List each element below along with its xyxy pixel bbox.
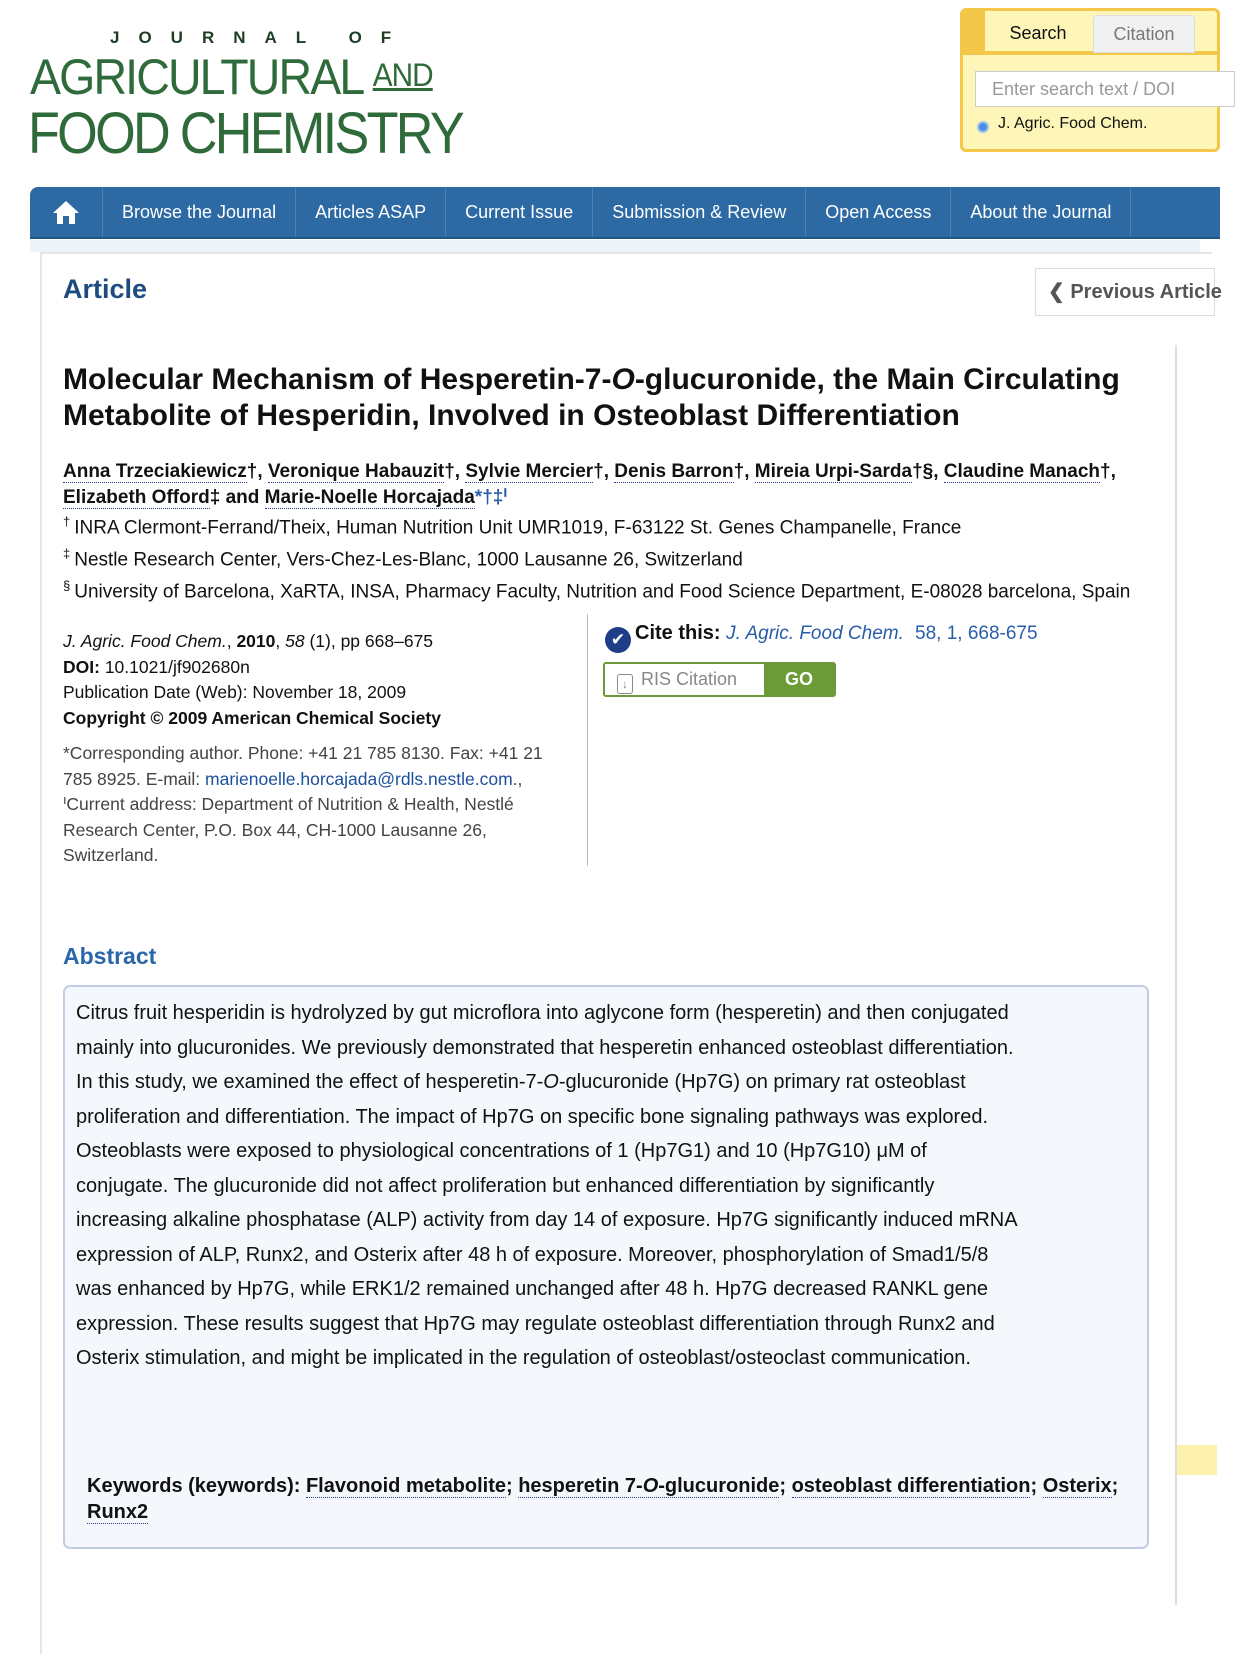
abstract-text: Citrus fruit hesperidin is hydrolyzed by gut microflora into aglycone form (hesperetin) and then conjugated mainly into glucuronides. We previously demonstrated that hesperetin enhanced osteoblast differentiation. In this study, we examined the effect of hesperetin-7-O-glucuronide (Hp7G) on primary rat osteoblast proliferation and differentiation. The impact of Hp7G on specific bone signaling pathways was explored. Osteoblasts were exposed to physiological concentrations of 1 (Hp7G1) and 10 (Hp7G10) μM of conjugate. The glucuronide did not affect proliferation but enhanced differentiation by significantly increasing alkaline phosphatase (ALP) activity from day 14 of exposure. Hp7G significantly induced mRNA expression of ALP, Runx2, and Osterix after 48 h of exposure. Moreover, phosphorylation of Smad1/5/8 was enhanced by Hp7G, while ERK1/2 remained unchanged after 48 h. Hp7G decreased RANKL gene expression. These results suggest that Hp7G may regulate osteoblast differentiation through Runx2 and Osterix stimulation, and might be implicated in the regulation of osteoblast/osteoclast communication. [76, 1002, 1017, 1369]
citation-download [603, 662, 836, 697]
journal-radio[interactable] [977, 121, 989, 133]
email-link[interactable]: marienoelle.horcajada@rdls.nestle.com. [205, 768, 518, 789]
affiliation: † INRA Clermont-Ferrand/Theix, Human Nutrition Unit UMR1019, F-63122 St. Genes Champanelle, France [63, 514, 962, 539]
author-link[interactable]: Denis Barron [614, 461, 734, 482]
abstract-box [63, 985, 1149, 1549]
logo-line2: FOOD CHEMISTRY [28, 101, 462, 166]
download-icon: ↓ [617, 674, 633, 694]
keyword-link[interactable]: osteoblast differentiation [791, 1475, 1031, 1497]
tab-citation[interactable]: Citation [1093, 15, 1195, 53]
nav-about-journal[interactable]: About the Journal [951, 187, 1131, 237]
author-link[interactable]: Mireia Urpi-Sarda [754, 461, 913, 482]
affiliations [63, 509, 1143, 604]
journal-radio-label: J. Agric. Food Chem. [998, 115, 1148, 132]
go-button[interactable]: GO [764, 664, 834, 695]
tab-search[interactable]: Search [988, 15, 1088, 51]
logo-journal-of: JOURNAL OF [110, 28, 411, 47]
corresponding-author-note: *Corresponding author. Phone: +41 21 785 8130. Fax: +41 21 785 8925. E-mail: marienoelle.horcajada@rdls.nestle.com., ᑊCurrent address: Department of Nutrition & Health, Nestlé Research Center, P.O. Box 44, CH-1000 Lausanne 26, Switzerland. [63, 743, 543, 865]
nav-shadow-strip [30, 240, 1200, 252]
keywords: Keywords (keywords): Flavonoid metabolite; hesperetin 7-O-glucuronide; osteoblast differentiation; Osterix; Runx2 [87, 1475, 1119, 1523]
author-link[interactable]: Claudine Manach [943, 461, 1101, 482]
home-icon [52, 199, 80, 225]
publication-meta [63, 629, 573, 731]
checkmark-icon: ✔ [605, 627, 631, 653]
nav-articles-asap[interactable]: Articles ASAP [296, 187, 446, 237]
column-divider [587, 614, 588, 866]
abstract-heading: Abstract [63, 943, 157, 969]
nav-browse-journal[interactable]: Browse the Journal [103, 187, 296, 237]
article-type-heading: Article [63, 274, 148, 304]
keyword-link[interactable]: Flavonoid metabolite [305, 1475, 506, 1497]
ris-citation-select[interactable]: ↓ RIS Citation [605, 664, 764, 695]
previous-article-label: Previous Article [1070, 281, 1222, 303]
keyword-link[interactable]: Osterix [1042, 1475, 1112, 1497]
keyword-link[interactable]: Runx2 [87, 1501, 149, 1523]
affiliation: § University of Barcelona, XaRTA, INSA, Pharmacy Faculty, Nutrition and Food Science Department, E-08028 barcelona, Spain [63, 577, 1131, 602]
main-nav [30, 187, 1220, 239]
nav-home[interactable] [30, 187, 103, 237]
author-link[interactable]: Marie-Noelle Horcajada [264, 487, 475, 508]
publication-date: Publication Date (Web): November 18, 2009 [63, 682, 407, 702]
copyright: Copyright © 2009 American Chemical Society [63, 707, 441, 728]
sidebar-highlight [1177, 1445, 1217, 1475]
author-link[interactable]: Veronique Habauzit [267, 461, 445, 482]
nav-submission-review[interactable]: Submission & Review [593, 187, 806, 237]
tab-spacer [963, 11, 985, 51]
logo-line1: AGRICULTURAL AND [30, 49, 433, 105]
right-sidebar [1175, 345, 1217, 1605]
chevron-left-icon: ❮ [1048, 281, 1071, 303]
author-link[interactable]: Anna Trzeciakiewicz [63, 461, 247, 482]
search-box [960, 8, 1220, 152]
author-link[interactable]: Sylvie Mercier [465, 461, 594, 482]
affiliation: ‡ Nestle Research Center, Vers-Chez-Les-Blanc, 1000 Lausanne 26, Switzerland [63, 545, 743, 571]
author-link[interactable]: Elizabeth Offord [63, 487, 210, 508]
doi: DOI: 10.1021/jf902680n [63, 656, 250, 677]
nav-open-access[interactable]: Open Access [806, 187, 951, 237]
citation-line: J. Agric. Food Chem., 2010, 58 (1), pp 668–675 [63, 631, 434, 651]
keyword-link[interactable]: hesperetin 7-O-glucuronide [518, 1475, 780, 1497]
author-list: Anna Trzeciakiewicz†, Veronique Habauzit†, Sylvie Mercier†, Denis Barron†, Mireia Urpi-Sarda†§, Claudine Manach†, Elizabeth Offord‡ and Marie-Noelle Horcajada*†‡ᑊ [63, 461, 1116, 508]
search-input[interactable] [975, 71, 1235, 107]
cite-this: ✔ Cite this: J. Agric. Food Chem. 58, 1, 668-675 [605, 622, 1038, 653]
article-title: Molecular Mechanism of Hesperetin-7-O-glucuronide, the Main Circulating Metabolite of Hesperidin, Involved in Osteoblast Differentiation [63, 363, 1120, 432]
nav-current-issue[interactable]: Current Issue [446, 187, 593, 237]
previous-article-button[interactable] [1035, 268, 1222, 316]
